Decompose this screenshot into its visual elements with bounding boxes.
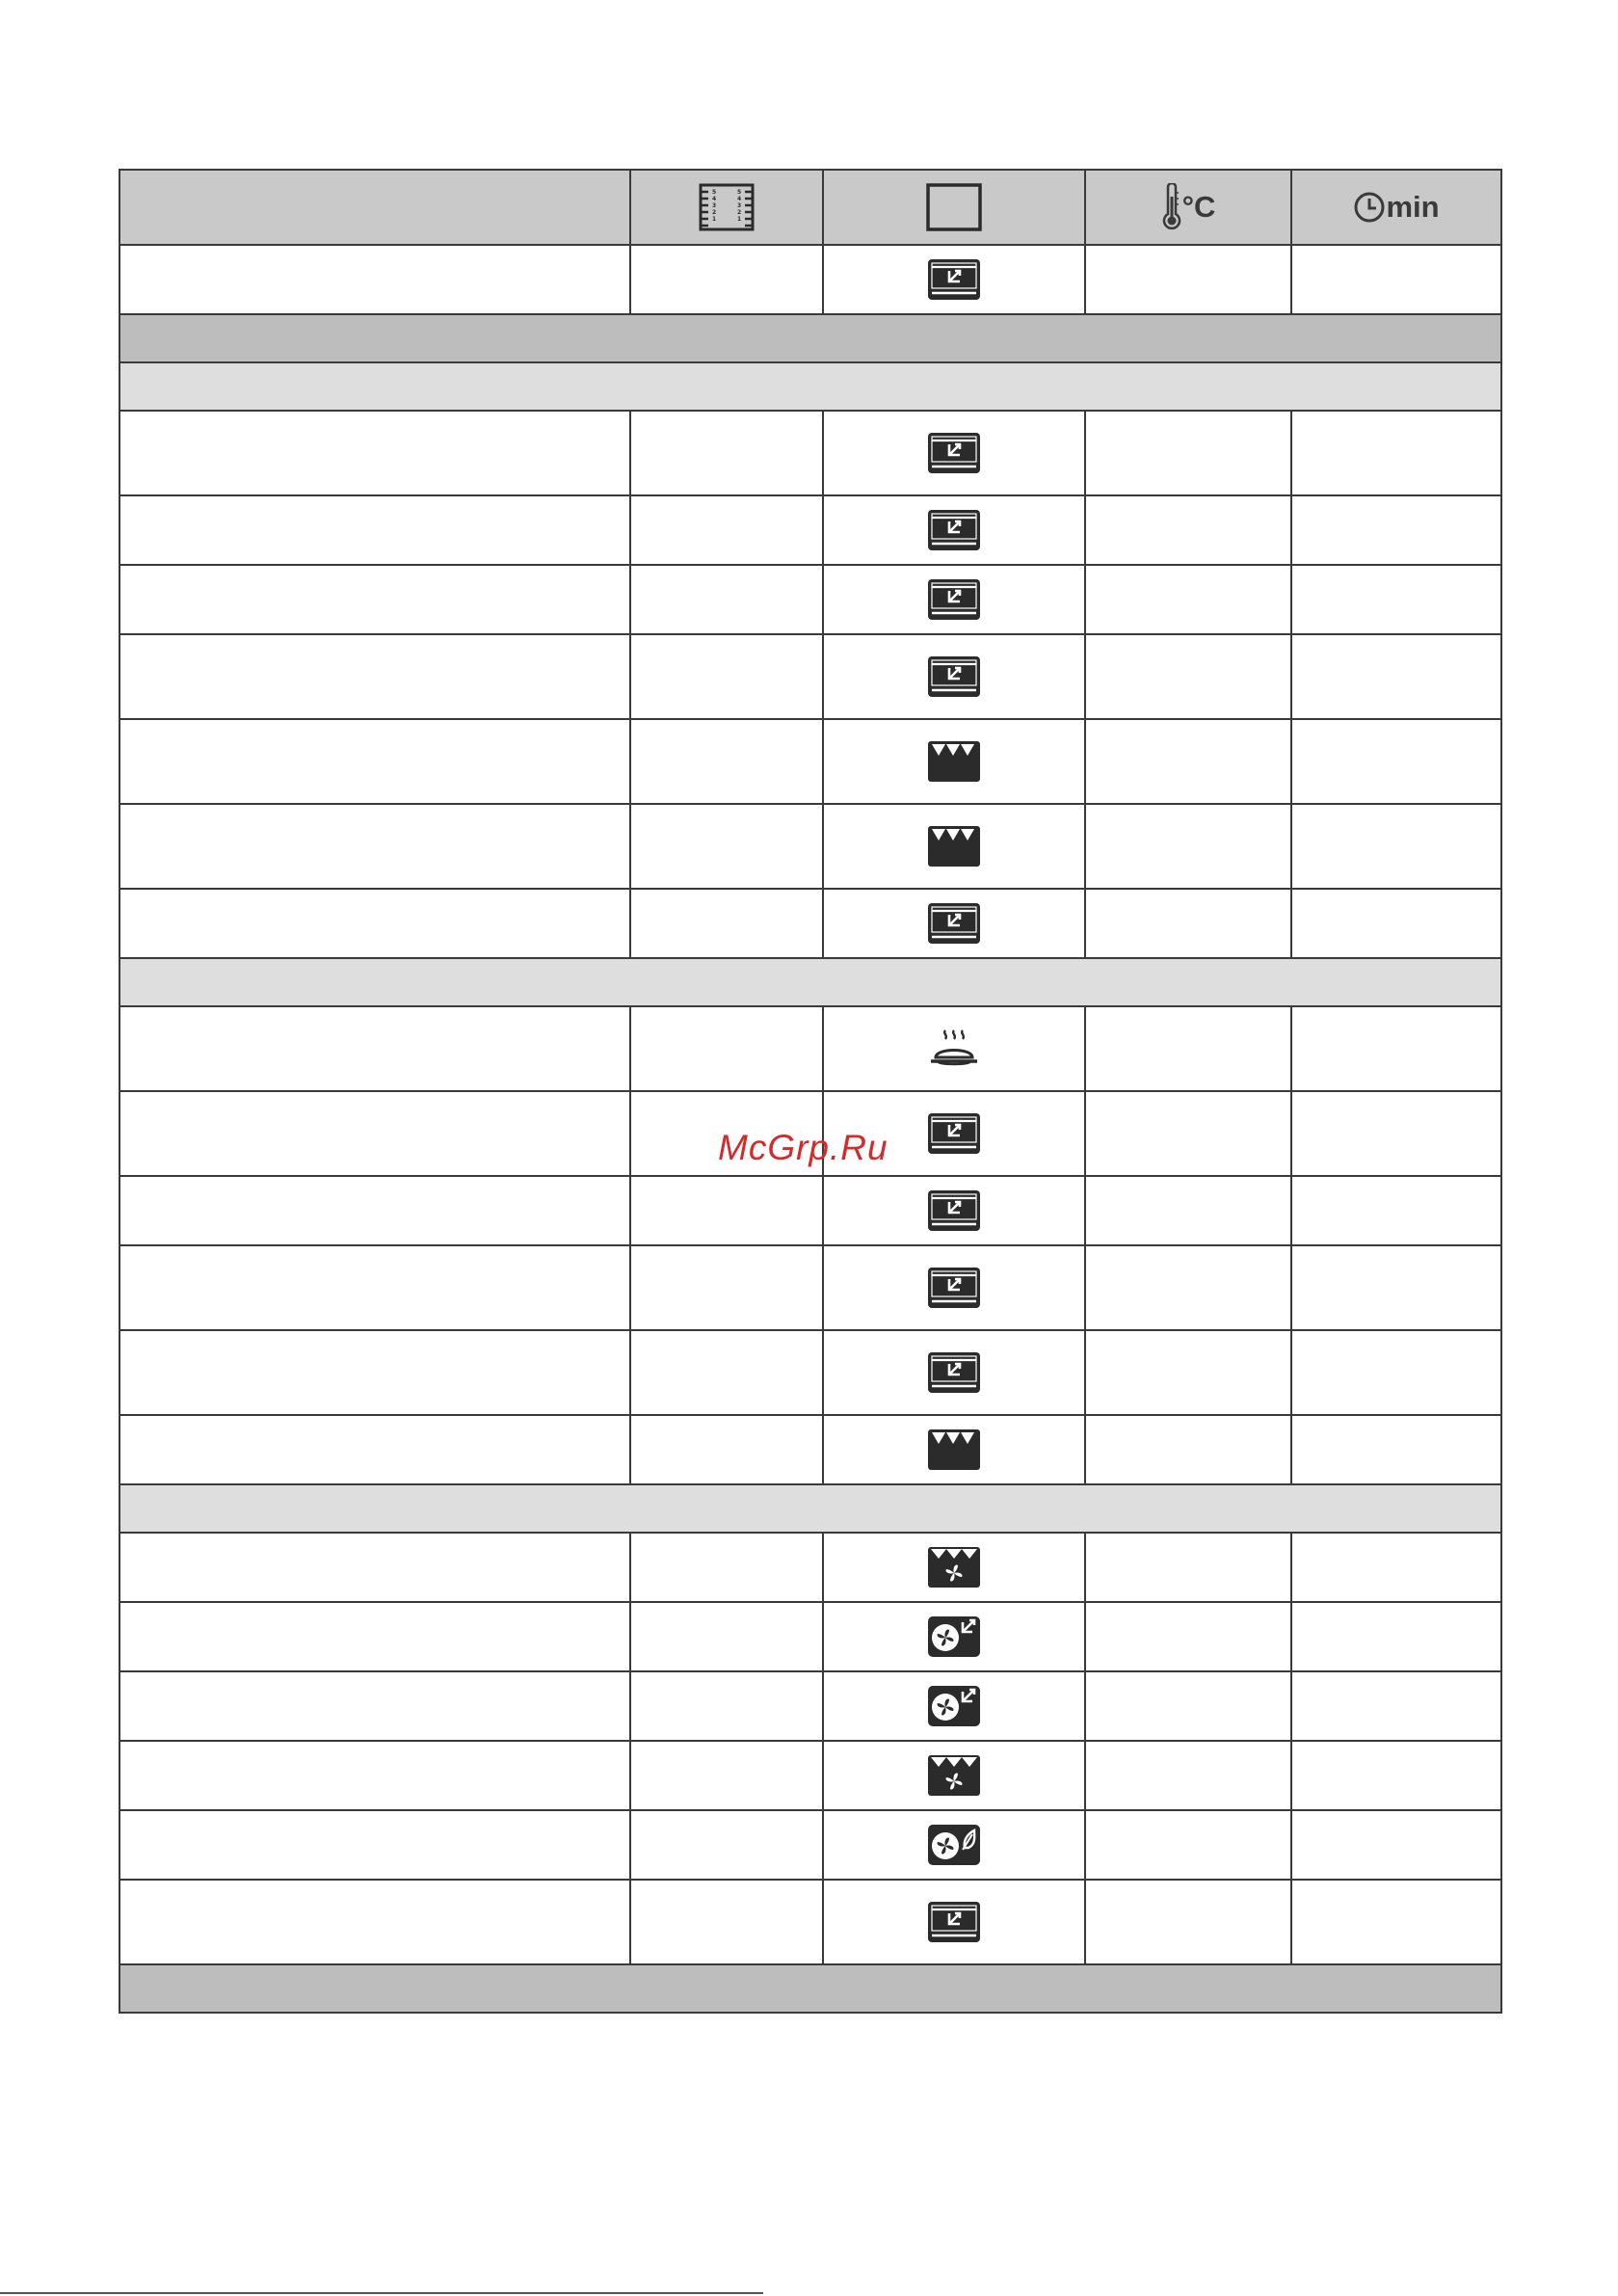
function-cell: [823, 1245, 1085, 1330]
dish-cell: [119, 1671, 630, 1741]
subsection-header-row: [119, 1484, 1501, 1533]
temperature-cell: [1085, 1245, 1291, 1330]
time-cell: [1291, 1176, 1501, 1245]
time-cell: [1291, 1330, 1501, 1415]
plate-warming-function-icon: [926, 1027, 982, 1071]
table-row: [119, 495, 1501, 565]
header-temperature: [1085, 170, 1291, 245]
table-row: [119, 1415, 1501, 1484]
time-cell: [1291, 1741, 1501, 1810]
shelf-level-cell: [630, 889, 823, 958]
shelf-level-cell: [630, 1176, 823, 1245]
function-cell: [823, 565, 1085, 634]
function-cell: [823, 1176, 1085, 1245]
shelf-level-cell: [630, 495, 823, 565]
svg-text:3: 3: [712, 202, 717, 209]
temperature-cell: [1085, 719, 1291, 804]
function-cell: [823, 495, 1085, 565]
dish-cell: [119, 804, 630, 889]
temperature-cell: [1085, 1533, 1291, 1602]
temperature-cell: [1085, 1176, 1291, 1245]
function-cell: [823, 1671, 1085, 1741]
top-heat-function-icon: [926, 1428, 982, 1472]
svg-text:1: 1: [712, 216, 717, 223]
dish-cell: [119, 889, 630, 958]
fan-conventional-function-icon: [926, 1684, 982, 1728]
temperature-cell: [1085, 1810, 1291, 1880]
table-row: [119, 719, 1501, 804]
table-row: [119, 1671, 1501, 1741]
temperature-cell: [1085, 889, 1291, 958]
temperature-cell: [1085, 1671, 1291, 1741]
thermometer-icon: [1161, 183, 1182, 231]
table-row: [119, 245, 1501, 314]
svg-text:4: 4: [737, 196, 742, 202]
conventional-function-icon: [926, 577, 982, 622]
shelf-level-cell: [630, 1741, 823, 1810]
function-cell: [823, 1330, 1085, 1415]
time-cell: [1291, 804, 1501, 889]
dish-cell: [119, 565, 630, 634]
conventional-function-icon: [926, 257, 982, 302]
table-row: [119, 1602, 1501, 1671]
section-cell: [119, 314, 1501, 362]
function-cell: [823, 1810, 1085, 1880]
cooking-table: [119, 169, 1502, 2014]
dish-cell: [119, 411, 630, 495]
header-time: [1291, 170, 1501, 245]
table-row: [119, 1880, 1501, 1964]
svg-text:3: 3: [737, 202, 742, 209]
function-cell: [823, 1880, 1085, 1964]
dish-cell: [119, 1602, 630, 1671]
shelf-level-cell: [630, 565, 823, 634]
dish-cell: [119, 1741, 630, 1810]
temperature-cell: [1085, 634, 1291, 719]
time-cell: [1291, 719, 1501, 804]
conventional-function-icon: [926, 1111, 982, 1156]
shelf-level-icon: [699, 183, 755, 231]
temperature-cell: [1085, 495, 1291, 565]
time-cell: [1291, 1810, 1501, 1880]
conventional-function-icon: [926, 1350, 982, 1395]
dish-cell: [119, 1810, 630, 1880]
time-cell: [1291, 495, 1501, 565]
time-cell: [1291, 245, 1501, 314]
shelf-level-cell: [630, 1330, 823, 1415]
conventional-function-icon: [926, 1900, 982, 1944]
table-row: [119, 634, 1501, 719]
dish-cell: [119, 1245, 630, 1330]
fan-grill-function-icon: [926, 1545, 982, 1589]
conventional-function-icon: [926, 901, 982, 946]
svg-text:1: 1: [737, 216, 742, 223]
function-cell: [823, 634, 1085, 719]
header-shelf-level: [630, 170, 823, 245]
temperature-cell: [1085, 411, 1291, 495]
table-row: [119, 411, 1501, 495]
temperature-cell: [1085, 1880, 1291, 1964]
dish-cell: [119, 1006, 630, 1091]
dish-cell: [119, 634, 630, 719]
table-row: [119, 565, 1501, 634]
shelf-level-cell: [630, 1880, 823, 1964]
shelf-level-cell: [630, 1810, 823, 1880]
table-row: [119, 1176, 1501, 1245]
shelf-level-cell: [630, 634, 823, 719]
footer-line: [0, 2292, 763, 2294]
temperature-cell: [1085, 1602, 1291, 1671]
shelf-level-cell: [630, 1415, 823, 1484]
svg-text:5: 5: [737, 189, 742, 196]
temperature-cell: [1085, 245, 1291, 314]
shelf-level-cell: [630, 411, 823, 495]
table-row: [119, 804, 1501, 889]
clock-icon: [1353, 191, 1386, 224]
time-cell: [1291, 1602, 1501, 1671]
function-cell: [823, 1415, 1085, 1484]
dish-cell: [119, 1415, 630, 1484]
function-cell: [823, 889, 1085, 958]
footer-mark: [1282, 2289, 1339, 2293]
shelf-level-cell: [630, 719, 823, 804]
time-cell: [1291, 889, 1501, 958]
function-cell: [823, 1741, 1085, 1810]
dish-cell: [119, 1330, 630, 1415]
time-cell: [1291, 1671, 1501, 1741]
temperature-cell: [1085, 1330, 1291, 1415]
shelf-level-cell: [630, 1006, 823, 1091]
table-row: [119, 1810, 1501, 1880]
time-unit: min: [1386, 190, 1440, 224]
dish-cell: [119, 719, 630, 804]
temperature-cell: [1085, 804, 1291, 889]
shelf-level-cell: [630, 245, 823, 314]
temperature-cell: [1085, 1415, 1291, 1484]
time-cell: [1291, 1880, 1501, 1964]
section-header-row: [119, 314, 1501, 362]
function-cell: [823, 719, 1085, 804]
conventional-function-icon: [926, 1266, 982, 1310]
conventional-function-icon: [926, 508, 982, 552]
fan-conventional-function-icon: [926, 1615, 982, 1659]
top-heat-function-icon: [926, 739, 982, 784]
shelf-level-cell: [630, 1602, 823, 1671]
temperature-cell: [1085, 1006, 1291, 1091]
temperature-cell: [1085, 1091, 1291, 1176]
time-cell: [1291, 1415, 1501, 1484]
function-cell: [823, 1006, 1085, 1091]
table-row: [119, 1006, 1501, 1091]
header-function: [823, 170, 1085, 245]
shelf-level-cell: [630, 804, 823, 889]
section-cell: [119, 362, 1501, 411]
conventional-function-icon: [926, 431, 982, 475]
dish-cell: [119, 1091, 630, 1176]
temperature-cell: [1085, 565, 1291, 634]
table-row: [119, 1533, 1501, 1602]
time-cell: [1291, 1245, 1501, 1330]
dish-cell: [119, 495, 630, 565]
table-row: [119, 1245, 1501, 1330]
shelf-level-cell: [630, 1245, 823, 1330]
svg-text:5: 5: [712, 189, 717, 196]
fan-bottom-function-icon: [926, 1823, 982, 1867]
time-cell: [1291, 634, 1501, 719]
function-cell: [823, 1533, 1085, 1602]
shelf-level-cell: [630, 1533, 823, 1602]
time-cell: [1291, 1533, 1501, 1602]
svg-text:2: 2: [712, 209, 717, 216]
top-heat-function-icon: [926, 824, 982, 868]
temperature-unit: °C: [1181, 190, 1216, 224]
time-cell: [1291, 1091, 1501, 1176]
time-cell: [1291, 565, 1501, 634]
section-cell: [119, 958, 1501, 1006]
dish-cell: [119, 245, 630, 314]
function-cell: [823, 804, 1085, 889]
dish-cell: [119, 1176, 630, 1245]
shelf-level-cell: [630, 1671, 823, 1741]
watermark: McGrp.Ru: [718, 1128, 889, 1167]
dish-cell: [119, 1533, 630, 1602]
section-header-row: [119, 1964, 1501, 2013]
table-row: [119, 1741, 1501, 1810]
subsection-header-row: [119, 958, 1501, 1006]
section-cell: [119, 1484, 1501, 1533]
table-row: [119, 1330, 1501, 1415]
function-cell: [823, 245, 1085, 314]
fan-grill-function-icon: [926, 1753, 982, 1798]
table-row: [119, 889, 1501, 958]
function-cell: [823, 1602, 1085, 1671]
subsection-header-row: [119, 362, 1501, 411]
section-cell: [119, 1964, 1501, 2013]
table-header-row: [119, 170, 1501, 245]
temperature-cell: [1085, 1741, 1291, 1810]
function-cell: [823, 411, 1085, 495]
svg-text:2: 2: [737, 209, 742, 216]
oven-function-icon: [926, 183, 982, 231]
svg-text:4: 4: [712, 196, 717, 202]
conventional-function-icon: [926, 654, 982, 699]
time-cell: [1291, 411, 1501, 495]
dish-cell: [119, 1880, 630, 1964]
time-cell: [1291, 1006, 1501, 1091]
conventional-function-icon: [926, 1188, 982, 1233]
header-dish: [119, 170, 630, 245]
